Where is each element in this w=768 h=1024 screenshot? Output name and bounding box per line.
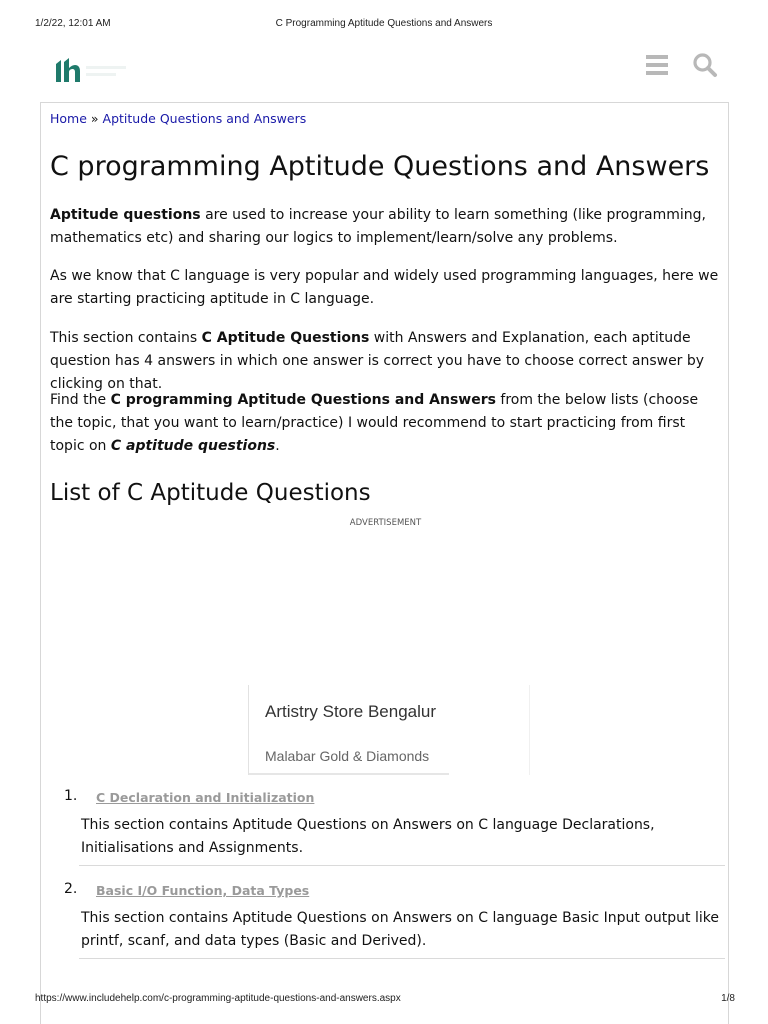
print-title: C Programming Aptitude Questions and Answers <box>275 18 493 29</box>
bold-text: C programming Aptitude Questions and Answers <box>110 392 496 408</box>
topic-description: This section contains Aptitude Questions on Answers on C language Declarations, Initialisations and Assignments. <box>81 817 655 856</box>
bold-italic-text: C aptitude questions <box>110 438 276 454</box>
hamburger-menu-icon[interactable] <box>646 55 668 75</box>
print-datetime: 1/2/22, 12:01 AM <box>35 18 111 29</box>
breadcrumb-home-link[interactable]: Home <box>50 111 87 126</box>
divider <box>79 865 725 866</box>
section-title: List of C Aptitude Questions <box>50 480 371 506</box>
paragraph-text: from the below lists (choose the topic, that you want to learn/practice) I would recommend to start practicing from first topic on <box>50 392 699 454</box>
paragraph-text: are used to increase your ability to learn something (like programming, mathematics etc) and sharing our logics to implement/learn/solve any problems. <box>50 207 706 246</box>
paragraph-text: with Answers and Explanation, each aptitude question has 4 answers in which one answer is correct you have to choose correct answer by clicking on that. <box>50 330 705 392</box>
ad-divider <box>249 773 449 775</box>
intro-paragraph-3 <box>50 327 722 396</box>
topic-link[interactable]: C Declaration and Initialization <box>96 790 315 805</box>
topic-description: This section contains Aptitude Questions on Answers on C language Basic Input output like printf, scanf, and data types (Basic and Derived). <box>81 910 719 949</box>
print-page-number: 1/8 <box>721 993 735 1004</box>
intro-paragraph-1 <box>50 204 722 250</box>
site-header <box>40 46 730 90</box>
print-url: https://www.includehelp.com/c-programming-aptitude-questions-and-answers.aspx <box>35 993 401 1004</box>
main-content <box>40 102 729 1024</box>
advertisement-card[interactable] <box>248 685 530 775</box>
breadcrumb-current-link[interactable]: Aptitude Questions and Answers <box>102 111 307 126</box>
bold-text: C Aptitude Questions <box>201 330 370 346</box>
advertisement-label: ADVERTISEMENT <box>349 518 422 528</box>
includehelp-logo-icon[interactable] <box>52 52 132 86</box>
paragraph-text: . <box>275 438 280 454</box>
search-icon[interactable] <box>692 52 718 78</box>
divider <box>79 958 725 959</box>
breadcrumb <box>50 111 306 126</box>
ad-brand-name[interactable]: Malabar Gold & Diamonds <box>265 748 430 764</box>
paragraph-text: This section contains <box>50 330 202 346</box>
page-title: C programming Aptitude Questions and Answers <box>50 151 710 182</box>
breadcrumb-separator: » <box>86 111 103 126</box>
list-item-number: 2. <box>64 881 78 897</box>
print-footer <box>0 993 768 1007</box>
ad-store-name[interactable]: Artistry Store Bengalur <box>265 702 437 721</box>
bold-text: Aptitude questions <box>50 207 201 223</box>
paragraph-text: Find the <box>50 392 111 408</box>
intro-paragraph-4 <box>50 389 722 458</box>
list-item-number: 1. <box>64 788 78 804</box>
print-header <box>0 18 768 32</box>
topic-link[interactable]: Basic I/O Function, Data Types <box>96 883 310 898</box>
intro-paragraph-2: As we know that C language is very popular and widely used programming languages, here we are starting practicing aptitude in C language. <box>50 268 719 307</box>
